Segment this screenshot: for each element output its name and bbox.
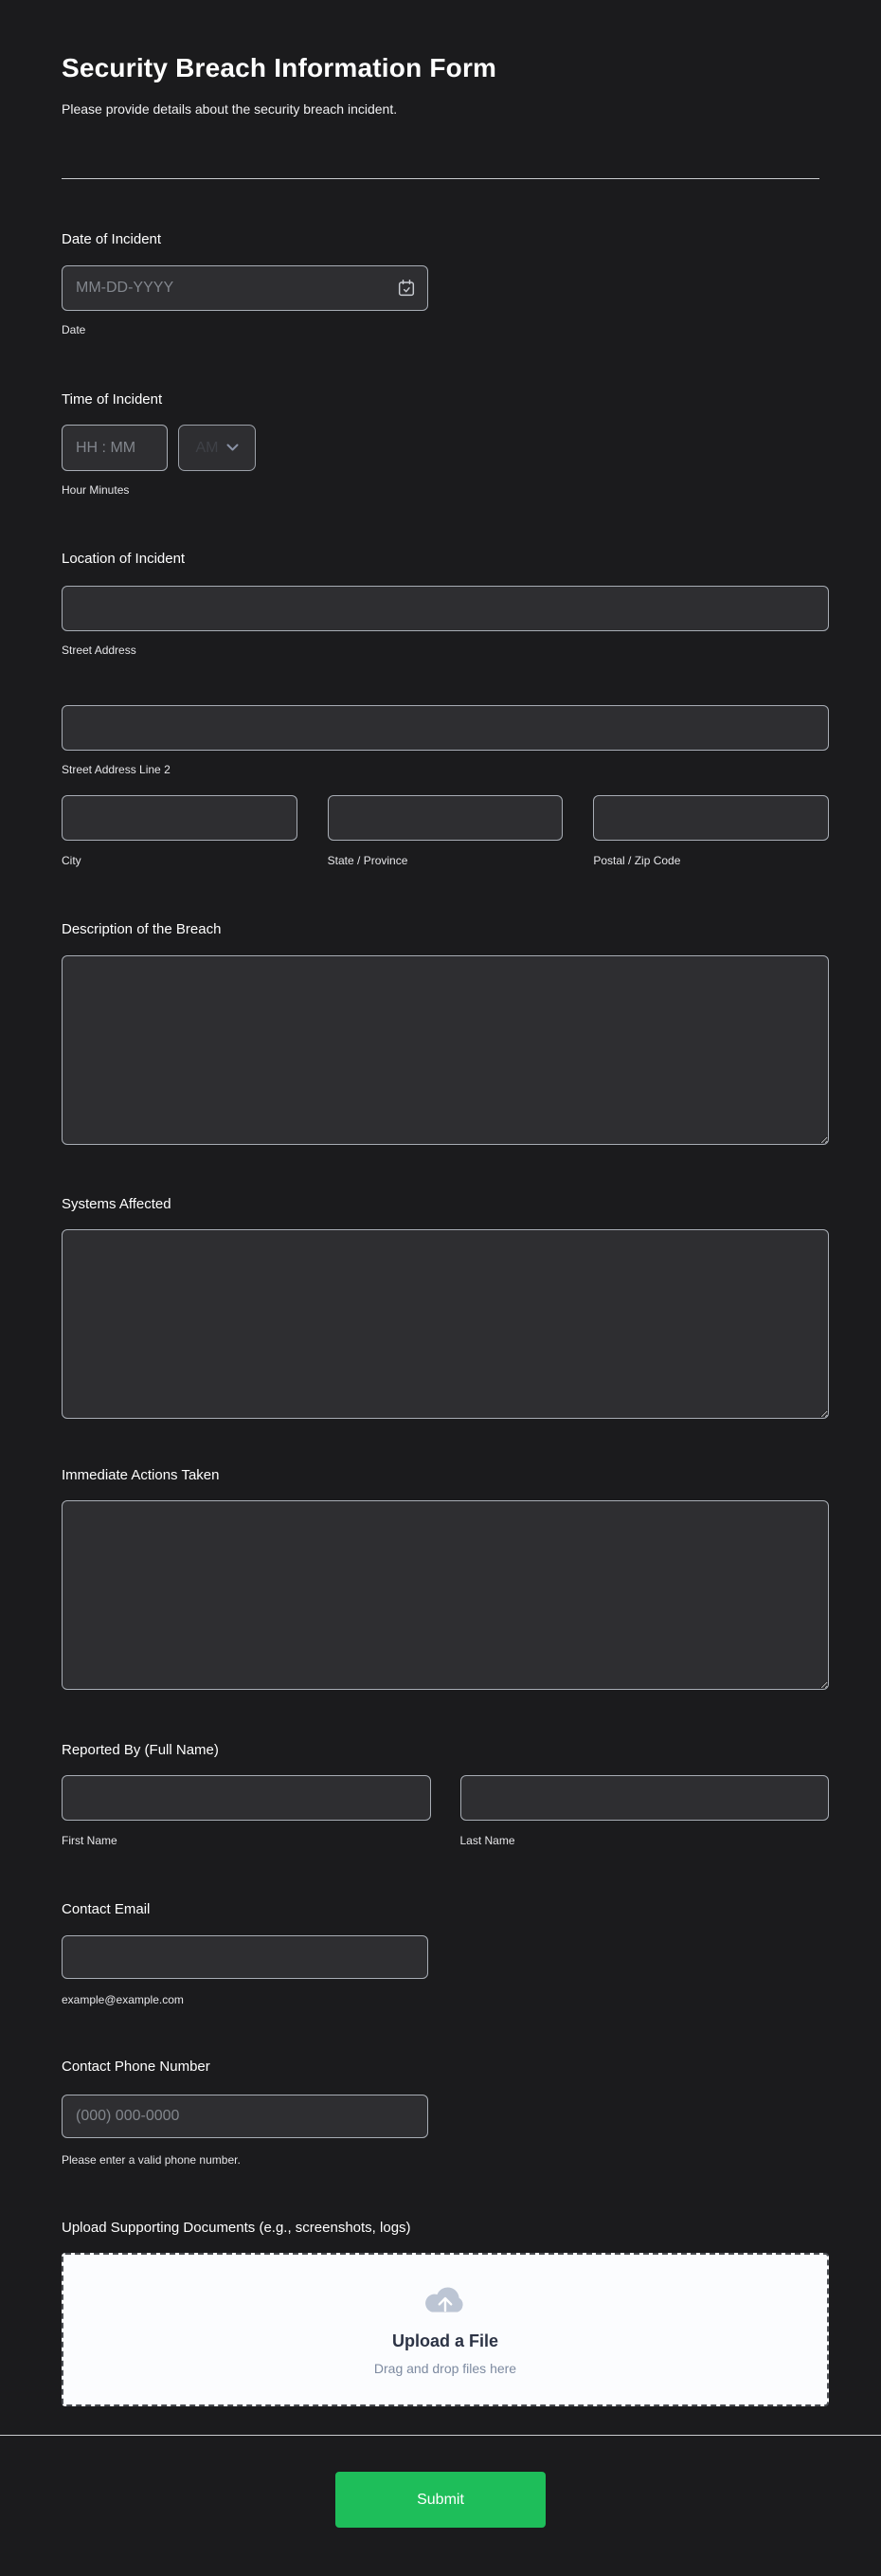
immediate-actions-textarea[interactable] xyxy=(62,1500,829,1690)
postal-zip-sublabel: Postal / Zip Code xyxy=(593,854,681,867)
postal-column xyxy=(593,795,829,868)
reported-by-field xyxy=(62,1741,829,1848)
time-of-incident-field xyxy=(62,390,829,498)
page-subtitle: Please provide details about the security breach incident. xyxy=(62,101,398,117)
immediate-actions-field xyxy=(62,1466,829,1690)
ampm-select[interactable] xyxy=(178,425,256,471)
immediate-actions-label: Immediate Actions Taken xyxy=(62,1467,220,1483)
date-input[interactable] xyxy=(62,265,428,311)
contact-phone-sublabel: Please enter a valid phone number. xyxy=(62,2153,241,2167)
date-input-wrap xyxy=(62,265,428,311)
file-dropzone[interactable] xyxy=(62,2253,829,2406)
chevron-down-icon xyxy=(226,440,239,457)
systems-affected-textarea[interactable] xyxy=(62,1229,829,1419)
city-state-postal-row xyxy=(62,795,829,868)
drag-drop-hint: Drag and drop files here xyxy=(373,2360,517,2376)
systems-affected-field xyxy=(62,1195,829,1419)
submit-button[interactable]: Submit xyxy=(335,2472,546,2528)
header-divider xyxy=(62,178,819,179)
first-name-input[interactable] xyxy=(62,1775,431,1821)
contact-email-field xyxy=(62,1900,829,2007)
contact-phone-input[interactable] xyxy=(62,2095,428,2138)
description-label: Description of the Breach xyxy=(62,921,222,937)
location-label: Location of Incident xyxy=(62,551,186,567)
last-name-input[interactable] xyxy=(460,1775,830,1821)
state-province-input[interactable] xyxy=(328,795,564,841)
last-name-column xyxy=(460,1775,830,1848)
form-header xyxy=(0,0,881,179)
contact-email-label: Contact Email xyxy=(62,1901,151,1917)
first-name-column xyxy=(62,1775,431,1848)
contact-email-sublabel: example@example.com xyxy=(62,1993,184,2006)
street-address-input[interactable] xyxy=(62,586,829,631)
systems-affected-label: Systems Affected xyxy=(62,1196,171,1212)
city-column xyxy=(62,795,297,868)
cloud-upload-icon xyxy=(423,2284,468,2318)
description-of-breach-field xyxy=(62,920,829,1145)
street-address-line2-input[interactable] xyxy=(62,705,829,751)
state-province-sublabel: State / Province xyxy=(327,854,408,867)
postal-zip-input[interactable] xyxy=(593,795,829,841)
location-of-incident-field xyxy=(62,550,829,868)
date-of-incident-label: Date of Incident xyxy=(62,231,162,247)
state-column xyxy=(328,795,564,868)
last-name-sublabel: Last Name xyxy=(459,1834,515,1847)
date-of-incident-field xyxy=(62,230,829,337)
city-sublabel: City xyxy=(62,854,81,867)
street-address-sublabel: Street Address xyxy=(62,644,136,657)
contact-phone-label: Contact Phone Number xyxy=(62,2059,210,2075)
contact-email-input[interactable] xyxy=(62,1935,428,1979)
page-title: Security Breach Information Form xyxy=(62,53,497,82)
time-input[interactable] xyxy=(62,425,168,471)
ampm-selected-value: AM xyxy=(195,439,219,456)
city-input[interactable] xyxy=(62,795,297,841)
description-textarea[interactable] xyxy=(62,955,829,1145)
date-sublabel: Date xyxy=(62,323,86,336)
time-sublabel: Hour Minutes xyxy=(62,483,130,497)
time-of-incident-label: Time of Incident xyxy=(62,391,163,408)
reported-by-label: Reported By (Full Name) xyxy=(62,1742,219,1758)
upload-file-button-text: Upload a File xyxy=(391,2331,499,2350)
upload-documents-label: Upload Supporting Documents (e.g., screenshots, logs) xyxy=(62,2220,411,2236)
form-body xyxy=(0,230,881,2406)
street-address-line2-sublabel: Street Address Line 2 xyxy=(62,763,171,776)
upload-documents-field xyxy=(62,2219,829,2406)
first-name-sublabel: First Name xyxy=(62,1834,117,1847)
calendar-check-icon[interactable] xyxy=(396,278,417,299)
name-row xyxy=(62,1775,829,1848)
contact-phone-field xyxy=(62,2058,829,2168)
form-footer xyxy=(0,2436,881,2576)
time-input-row xyxy=(62,425,829,471)
